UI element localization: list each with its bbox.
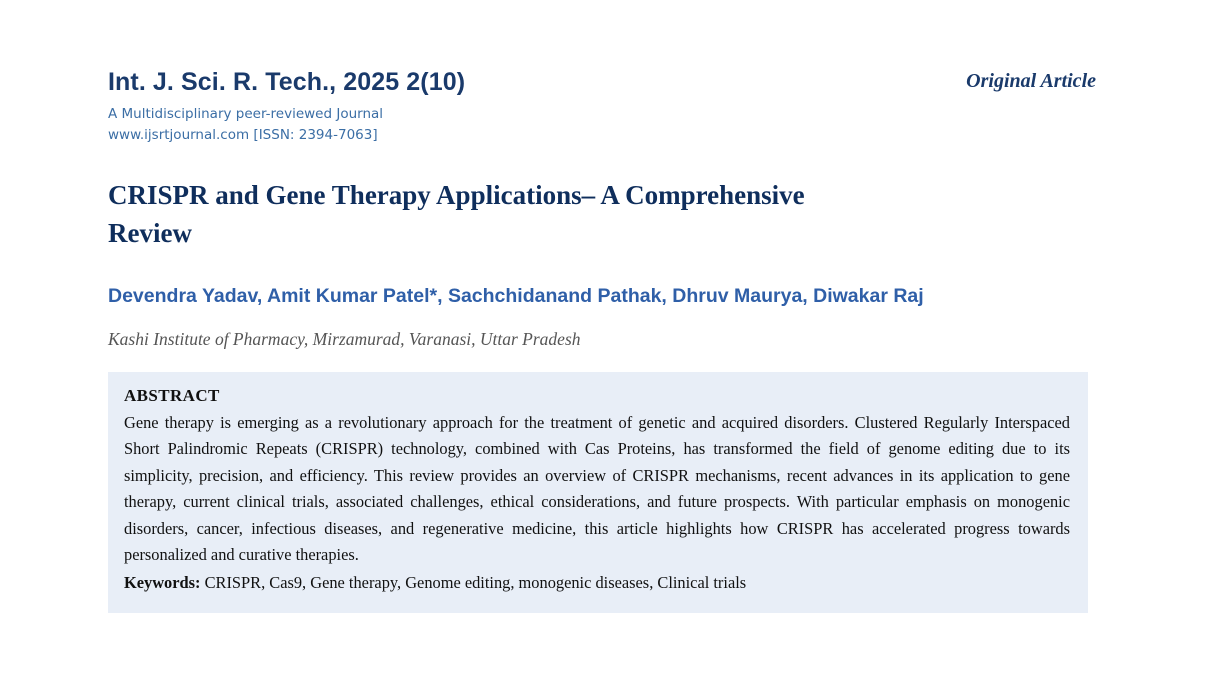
journal-citation: Int. J. Sci. R. Tech., 2025 2(10) [108, 68, 466, 96]
journal-website-issn[interactable]: www.ijsrtjournal.com [ISSN: 2394-7063] [108, 127, 378, 144]
keywords-line [124, 570, 1070, 597]
author-list: Devendra Yadav, Amit Kumar Patel*, Sachchidanand Pathak, Dhruv Maurya, Diwakar Raj [108, 284, 924, 307]
article-type-label: Original Article [966, 70, 1096, 92]
page-title: CRISPR and Gene Therapy Applications– A Comprehensive Review [108, 179, 805, 249]
masthead [108, 0, 1096, 146]
keywords-values: CRISPR, Cas9, Gene therapy, Genome editing, monogenic diseases, Clinical trials [204, 573, 747, 593]
author-affiliation: Kashi Institute of Pharmacy, Mirzamurad, Varanasi, Uttar Pradesh [108, 328, 581, 349]
abstract-body: Gene therapy is emerging as a revolutionary approach for the treatment of genetic and acquired disorders. Clustered Regularly Interspaced Short Palindromic Repeats (CRISPR) technology, combined with Cas Proteins, has transformed the field of genome editing due to its simplicity, precision, and efficiency. This review provides an overview of CRISPR mechanisms, recent advances in its application to gene therapy, current clinical trials, associated challenges, ethical considerations, and future prospects. With particular emphasis on monogenic disorders, cancer, infectious diseases, and regenerative medicine, this article highlights how CRISPR has accelerated progress towards personalized and curative therapies. [124, 412, 1070, 565]
keywords-label: Keywords: [124, 573, 201, 593]
abstract-box [108, 372, 1088, 613]
page-left-margin-rule [0, 0, 6, 695]
journal-subtitle [108, 105, 1096, 146]
journal-descriptor: A Multidisciplinary peer-reviewed Journal [108, 105, 384, 122]
abstract-heading: ABSTRACT [124, 385, 220, 405]
